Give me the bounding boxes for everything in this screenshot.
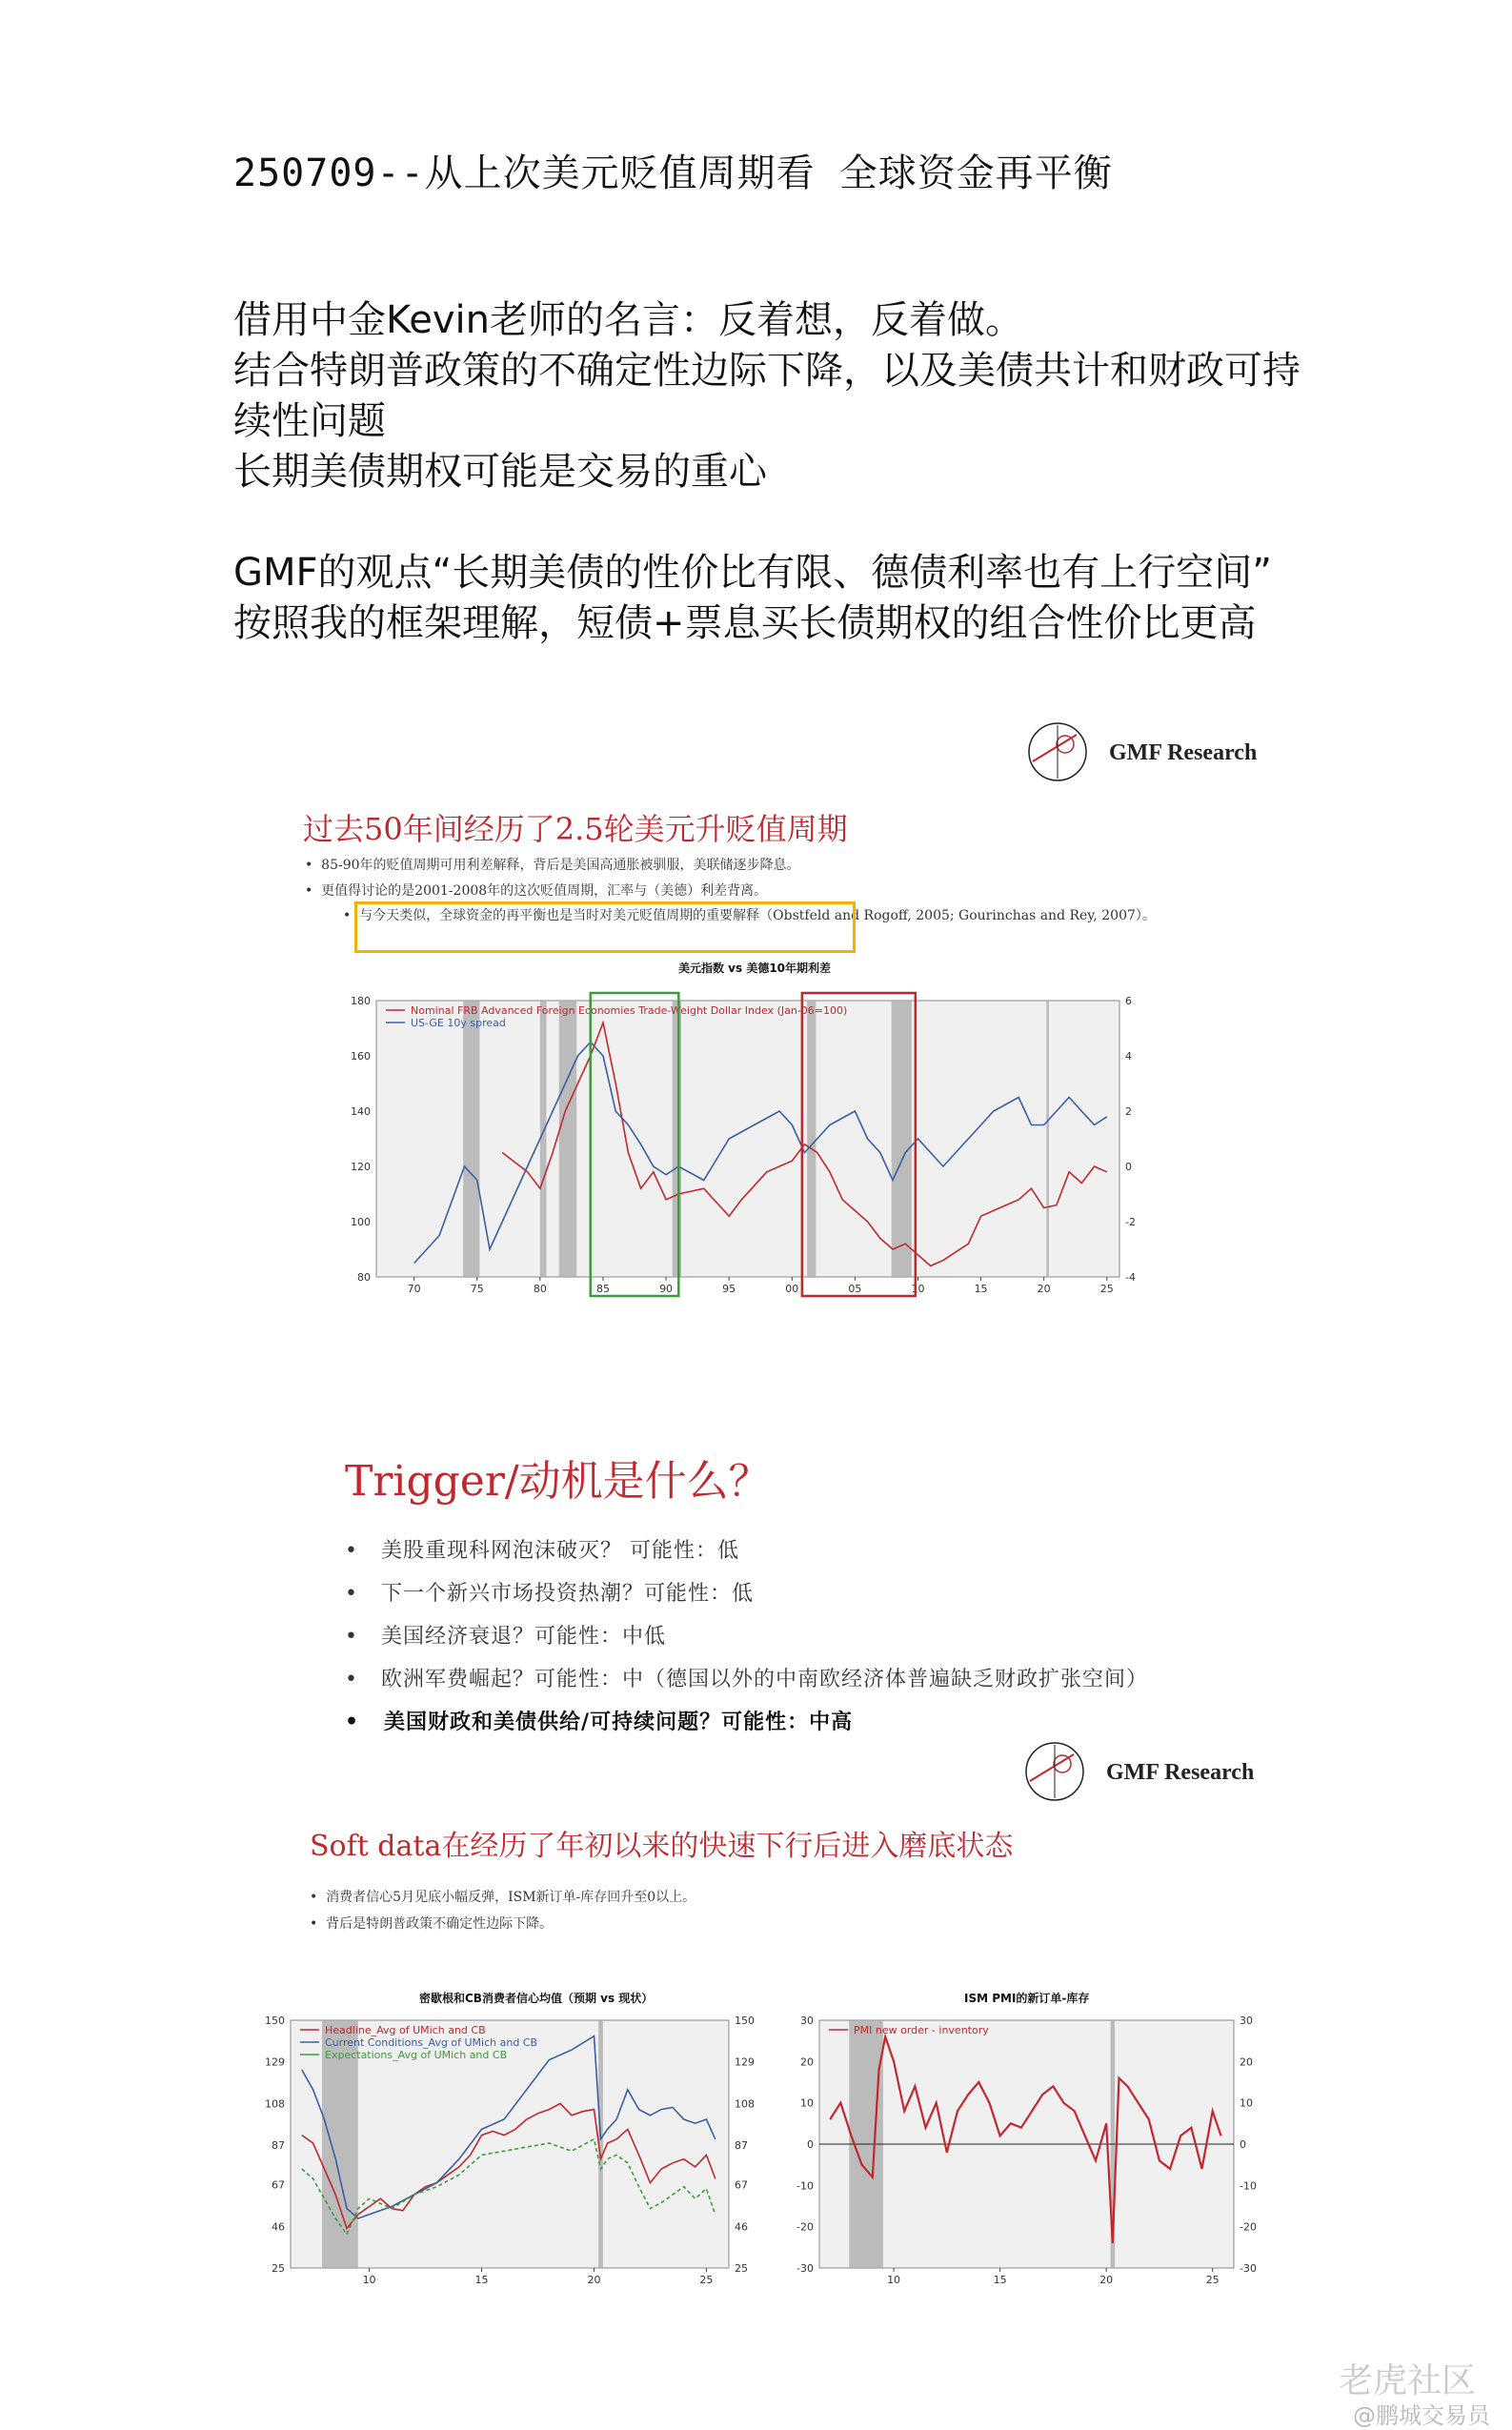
slide2-title: Trigger/动机是什么？	[345, 1457, 771, 1506]
y-tick-label: 20	[800, 2055, 814, 2069]
trigger-item-text: 美国财政和美债供给/可持续问题？可能性：中高	[384, 1710, 854, 1734]
legend-label: Expectations_Avg of UMich and CB	[325, 2049, 508, 2061]
trigger-item: • 欧洲军费崛起？可能性：中（德国以外的中南欧经济体普遍缺乏财政扩张空间）	[345, 1668, 1148, 1691]
chart-ism-pmi	[796, 2006, 1272, 2301]
y-tick-label: 2	[1125, 1105, 1132, 1118]
x-tick-label: 10	[362, 2274, 376, 2286]
y-tick-label: 20	[1240, 2055, 1253, 2069]
x-tick-label: 25	[1205, 2274, 1220, 2286]
y-tick-label: 0	[1125, 1161, 1132, 1173]
trigger-item-text: 欧洲军费崛起？可能性：中（德国以外的中南欧经济体普遍缺乏财政扩张空间）	[380, 1668, 1148, 1691]
legend-label: Current Conditions_Avg of UMich and CB	[325, 2036, 538, 2049]
y-tick-label: 6	[1125, 995, 1132, 1007]
trigger-item-text: 下一个新兴市场投资热潮？可能性：低	[380, 1582, 754, 1606]
x-tick-label: 70	[407, 1283, 421, 1295]
y-tick-label: 25	[735, 2262, 748, 2275]
watermark-sub: @鹏城交易员	[1353, 2402, 1490, 2429]
y-tick-label: 129	[735, 2055, 755, 2069]
y-tick-label: -30	[796, 2262, 814, 2275]
x-tick-label: 80	[533, 1283, 547, 1295]
slide3-bullet-text: 背后是特朗普政策不确定性边际下降。	[326, 1916, 554, 1932]
y-tick-label: -30	[1240, 2262, 1257, 2275]
slide1-title: 过去50年间经历了2.5轮美元升贬值周期	[303, 811, 848, 847]
trigger-list	[345, 1534, 1148, 1749]
x-tick-label: 20	[1037, 1283, 1051, 1295]
gmf-logo-icon	[1027, 719, 1094, 786]
y-tick-label: 0	[807, 2138, 814, 2151]
y-tick-label: -20	[796, 2220, 814, 2234]
y-tick-label: 108	[735, 2097, 755, 2111]
legend-label: US-GE 10y spread	[411, 1017, 506, 1029]
x-tick-label: 25	[699, 2274, 714, 2286]
y-tick-label: 10	[1240, 2096, 1253, 2110]
view-line: 按照我的框架理解，短债+票息买长债期权的组合性价比更高	[233, 601, 1257, 645]
y-tick-label: -20	[1240, 2220, 1257, 2234]
slide3-bullet: • 消费者信心5月见底小幅反弹，ISM新订单-库存回升至0以上。	[310, 1890, 696, 1905]
y-tick-label: 80	[357, 1271, 371, 1284]
x-tick-label: 15	[474, 2274, 489, 2286]
y-tick-label: 25	[272, 2262, 285, 2275]
x-tick-label: 05	[848, 1283, 862, 1295]
x-tick-label: 90	[659, 1283, 674, 1295]
recession-band	[673, 1001, 681, 1277]
slide1-bullet: • 85-90年的贬值周期可用利差解释，背后是美国高通胀被驯服，美联储逐步降息。	[305, 858, 800, 873]
y-tick-label: 150	[735, 2015, 755, 2027]
intro-line: 续性问题	[233, 399, 386, 443]
slide1-bullet-text: 与今天类似，全球资金的再平衡也是当时对美元贬值周期的重要解释（Obstfeld and Rogoff, 2005; Gourinchas and Rey, 2007）。	[359, 908, 1156, 923]
x-tick-label: 15	[974, 1283, 988, 1295]
trigger-item: • 美国财政和美债供给/可持续问题？可能性：中高	[345, 1710, 854, 1734]
view-paragraph	[233, 548, 1272, 649]
x-tick-label: 00	[785, 1283, 799, 1295]
y-tick-label: 4	[1125, 1050, 1132, 1063]
watermark-main: 老虎社区	[1339, 2361, 1477, 2400]
y-tick-label: 10	[800, 2096, 814, 2110]
gmf-logo	[1027, 719, 1294, 786]
y-tick-label: 120	[351, 1161, 371, 1173]
recession-band	[559, 1001, 577, 1277]
gmf-logo-text: GMF Research	[1109, 740, 1258, 765]
y-tick-label: 46	[272, 2220, 285, 2234]
legend-label: Headline_Avg of UMich and CB	[325, 2024, 486, 2036]
y-tick-label: -10	[796, 2179, 814, 2193]
y-tick-label: 180	[351, 995, 371, 1007]
view-line: GMF的观点“长期美债的性价比有限、德债利率也有上行空间”	[233, 551, 1272, 595]
y-tick-label: 67	[272, 2178, 285, 2192]
y-tick-label: -10	[1240, 2179, 1257, 2193]
y-tick-label: -2	[1125, 1216, 1136, 1228]
chart2-title: 密歇根和CB消费者信心均值（预期 vs 现状）	[419, 1992, 654, 2005]
gmf-logo	[1024, 1739, 1291, 1806]
slide1-bullet: • 更值得讨论的是2001-2008年的这次贬值周期，汇率与（美德）利差背离。	[305, 883, 768, 899]
x-tick-label: 10	[911, 1283, 925, 1295]
recession-band	[1046, 1001, 1049, 1277]
y-tick-label: 129	[265, 2055, 285, 2069]
y-tick-label: 100	[351, 1216, 371, 1228]
highlight-box-yellow	[354, 901, 856, 953]
y-tick-label: 150	[265, 2015, 285, 2027]
x-tick-label: 10	[887, 2274, 901, 2286]
recession-band	[540, 1001, 547, 1277]
x-tick-label: 20	[1099, 2274, 1114, 2286]
trigger-item: • 美国经济衰退？可能性：中低	[345, 1625, 666, 1649]
recession-band	[892, 1001, 912, 1277]
y-tick-label: 67	[735, 2178, 748, 2192]
intro-line: 长期美债期权可能是交易的重心	[233, 450, 767, 494]
y-tick-label: 108	[265, 2097, 285, 2111]
slide1-bullet: • 与今天类似，全球资金的再平衡也是当时对美元贬值周期的重要解释（Obstfeld and Rogoff, 2005; Gourinchas and Rey, 2007）。	[343, 908, 1156, 923]
x-tick-label: 75	[470, 1283, 484, 1295]
trigger-item-text: 美国经济衰退？可能性：中低	[380, 1625, 666, 1649]
recession-band	[807, 1001, 816, 1277]
slide3-bullet-text: 消费者信心5月见底小幅反弹，ISM新订单-库存回升至0以上。	[326, 1890, 696, 1905]
x-tick-label: 20	[587, 2274, 601, 2286]
slide1-bullet-text: 85-90年的贬值周期可用利差解释，背后是美国高通胀被驯服，美联储逐步降息。	[321, 858, 800, 873]
chart-dollar-vs-spread	[338, 977, 1158, 1310]
gmf-logo-text: GMF Research	[1106, 1760, 1255, 1785]
y-tick-label: 30	[1240, 2015, 1253, 2027]
y-tick-label: 140	[351, 1105, 371, 1118]
chart-consumer-confidence	[262, 2006, 767, 2301]
intro-line: 结合特朗普政策的不确定性边际下降，以及美债共计和财政可持	[233, 349, 1300, 393]
y-tick-label: 87	[272, 2139, 285, 2153]
x-tick-label: 25	[1099, 1283, 1114, 1295]
chart3-title: ISM PMI的新订单-库存	[964, 1992, 1090, 2005]
document-title: 250709--从上次美元贬值周期看 全球资金再平衡	[233, 152, 1113, 195]
trigger-item-text: 美股重现科网泡沫破灭？ 可能性：低	[380, 1539, 739, 1563]
trigger-item: • 下一个新兴市场投资热潮？可能性：低	[345, 1582, 754, 1606]
slide3-bullet: • 背后是特朗普政策不确定性边际下降。	[310, 1916, 554, 1932]
intro-line: 借用中金Kevin老师的名言：反着想，反着做。	[233, 298, 1023, 342]
y-tick-label: 30	[800, 2015, 814, 2027]
gmf-logo-icon	[1024, 1739, 1091, 1806]
y-tick-label: -4	[1125, 1271, 1136, 1284]
trigger-item: • 美股重现科网泡沫破灭？ 可能性：低	[345, 1539, 739, 1563]
x-tick-label: 15	[993, 2274, 1007, 2286]
chart1-title: 美元指数 vs 美德10年期利差	[678, 962, 832, 975]
x-tick-label: 85	[595, 1283, 610, 1295]
legend-label: Nominal FRB Advanced Foreign Economies Trade-Weight Dollar Index (Jan-06=100)	[411, 1004, 848, 1017]
y-tick-label: 46	[735, 2220, 748, 2234]
intro-paragraph	[233, 295, 1300, 497]
y-tick-label: 87	[735, 2139, 748, 2153]
recession-band	[463, 1001, 479, 1277]
y-tick-label: 0	[1240, 2138, 1246, 2151]
legend-label: PMI new order - inventory	[854, 2024, 989, 2036]
y-tick-label: 160	[351, 1050, 371, 1063]
slide3-title: Soft data在经历了年初以来的快速下行后进入磨底状态	[310, 1830, 1014, 1863]
slide1-bullet-text: 更值得讨论的是2001-2008年的这次贬值周期，汇率与（美德）利差背离。	[321, 883, 768, 899]
x-tick-label: 95	[722, 1283, 736, 1295]
